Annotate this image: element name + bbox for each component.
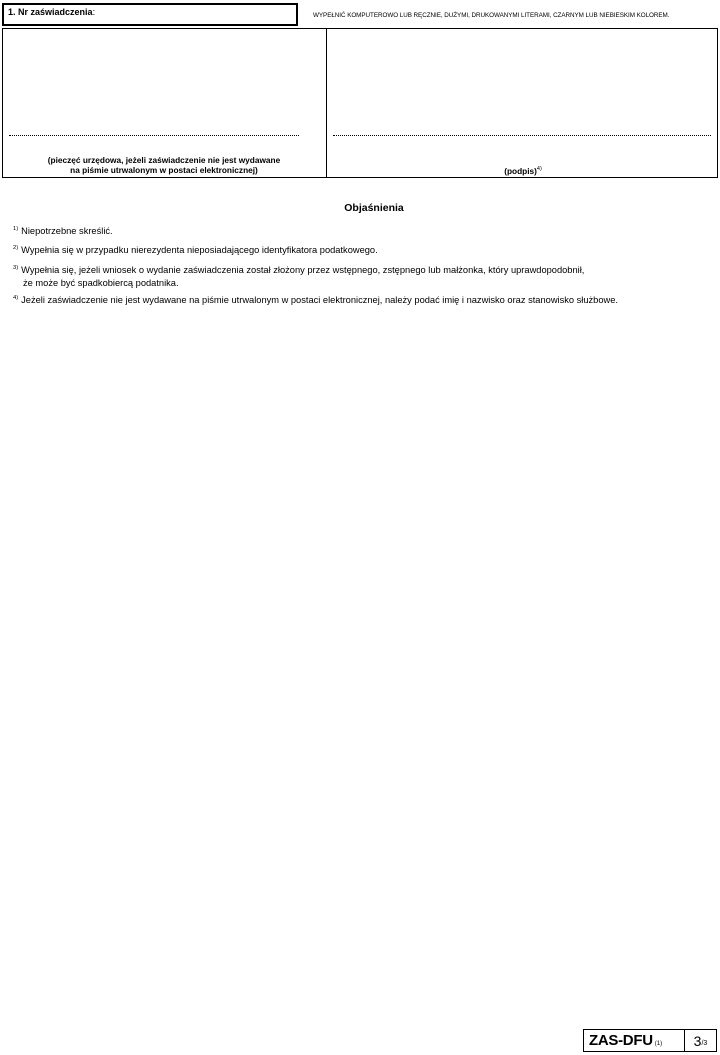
stamp-caption-line2: na piśmie utrwalonym w postaci elektronicznej) — [70, 165, 258, 175]
note-ref: 4) — [13, 295, 19, 301]
stamp-caption — [9, 155, 319, 175]
form-code: ZAS-DFU — [589, 1032, 653, 1049]
form-footer — [583, 1029, 717, 1052]
note-ref: 3) — [13, 265, 19, 271]
note-text-continuation: że może być spadkobiercą podatnika. — [23, 278, 179, 288]
signature-section — [2, 28, 718, 178]
page-number-box — [685, 1030, 716, 1051]
signature-section-divider — [326, 29, 327, 177]
note-ref: 1) — [13, 226, 19, 232]
note-text: Niepotrzebne skreślić. — [21, 226, 113, 236]
fill-instruction: WYPEŁNIĆ KOMPUTEROWO LUB RĘCZNIE, DUŻYMI, DRUKOWANYMI LITERAMI, CZARNYM LUB NIEBIESKIM KOLOREM. — [313, 12, 670, 19]
note-text: Jeżeli zaświadczenie nie jest wydawane na piśmie utrwalonym w postaci elektronicznej, należy podać imię i nazwisko oraz stanowisko służbowe. — [21, 295, 618, 305]
form-code-box — [584, 1030, 685, 1051]
signature-dotted-line[interactable] — [333, 135, 711, 138]
note-ref: 2) — [13, 245, 19, 251]
explanations-heading: Objaśnienia — [344, 202, 404, 214]
signature-caption-text: (podpis) — [504, 166, 537, 176]
explanation-note-3 — [13, 265, 584, 289]
form-version: (1) — [654, 1040, 663, 1047]
page-current: 3 — [693, 1032, 702, 1049]
stamp-dotted-line[interactable] — [9, 135, 299, 138]
explanation-note-2 — [13, 245, 378, 258]
note-text: Wypełnia się w przypadku nierezydenta nieposiadającego identyfikatora podatkowego. — [21, 245, 378, 255]
certificate-number-label: 1. Nr zaświadczenia: — [8, 7, 96, 17]
signature-caption — [327, 166, 719, 176]
stamp-caption-line1: (pieczęć urzędowa, jeżeli zaświadczenie nie jest wydawane — [47, 155, 281, 165]
explanation-note-1 — [13, 226, 113, 239]
signature-footnote-ref: 4) — [536, 166, 542, 173]
certificate-number-field[interactable] — [2, 3, 298, 26]
page-total: /3 — [701, 1040, 708, 1047]
note-text: Wypełnia się, jeżeli wniosek o wydanie zaświadczenia został złożony przez wstępnego, zstępnego lub małżonka, który uprawdopodobnił, — [21, 265, 585, 275]
explanation-note-4 — [13, 295, 618, 308]
